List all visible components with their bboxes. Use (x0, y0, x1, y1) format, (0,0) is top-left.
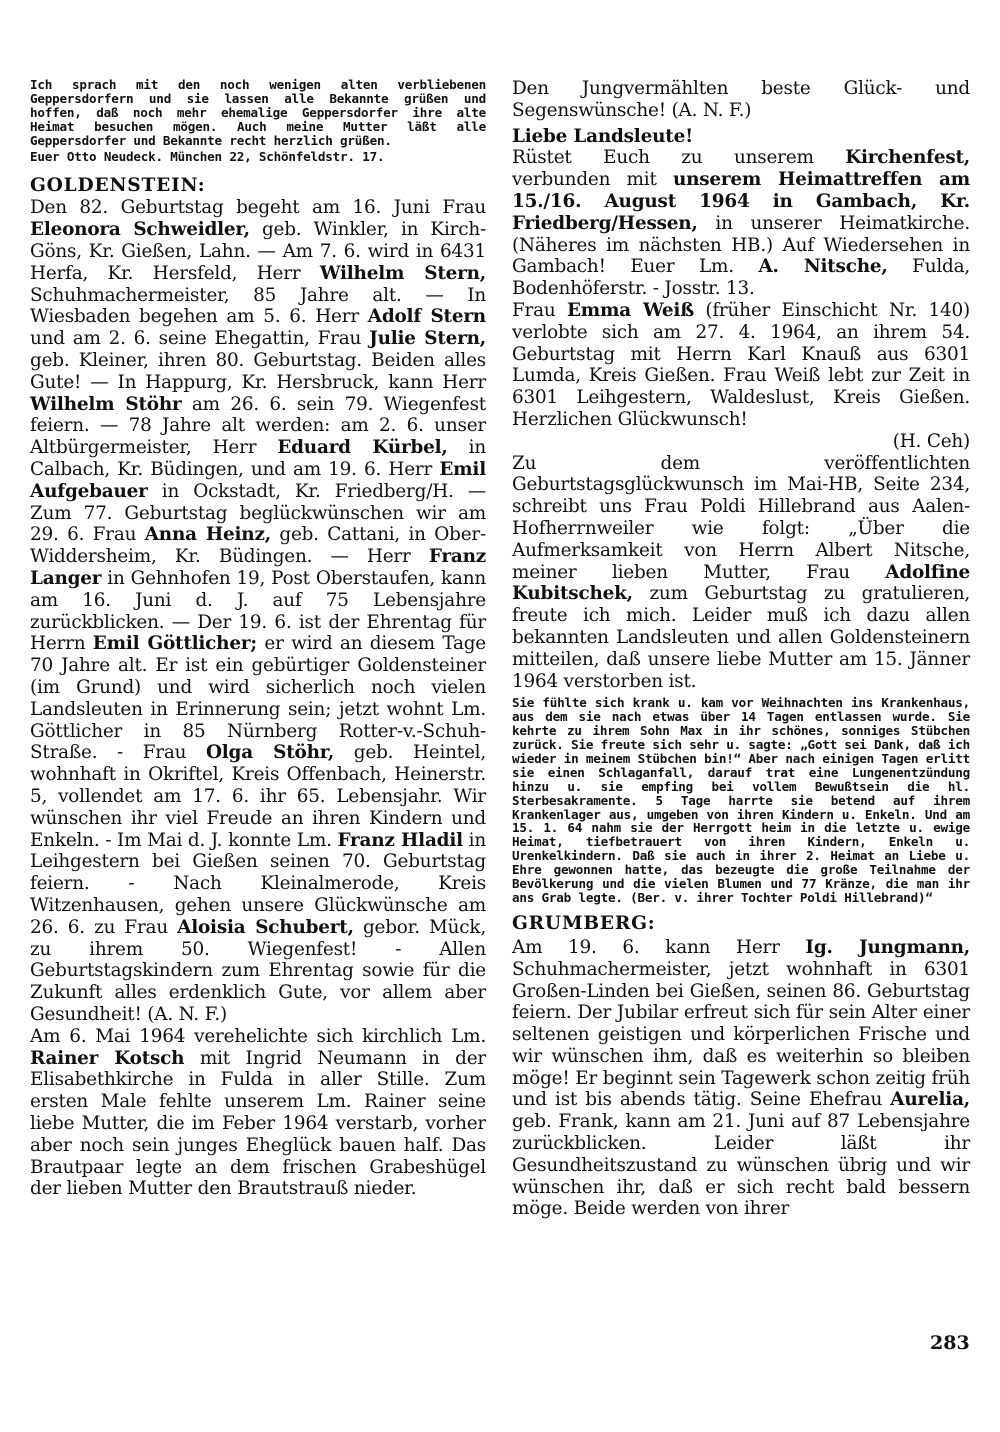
intro-paragraph: Ich sprach mit den noch wenigen alten verbliebenen Geppersdorfern und sie lassen alle Bekannte grüßen und hoffen, daß noch mehr ehemalige Geppersdorfer ihre alte Heimat besuchen mögen. Auch meine Mutter läßt alle Geppersdorfer und Bekannte recht herzlich grüßen. (30, 77, 486, 148)
person-name: Rainer Kotsch (30, 1047, 185, 1069)
person-name: Wilhelm Stöhr (30, 393, 182, 415)
weiss-paragraph: Frau Emma Weiß (früher Einschicht Nr. 140) verlobte sich am 27. 4. 1964, an ihrem 54. Geburtstag mit Herrn Karl Knauß aus 6301 Lumda, Kreis Gießen. Frau Weiß lebt zur Zeit in 6301 Leihgestern, Waldeslust, Kreis Gießen. Herzlichen Glückwunsch! (512, 299, 970, 430)
person-name: Franz Langer (30, 546, 486, 589)
intro-signature: Euer Otto Neudeck. München 22, Schönfeldstr. 17. (30, 148, 385, 164)
grumberg-paragraph: Am 19. 6. kann Herr Ig. Jungmann, Schuhmachermeister, jetzt wohnhaft in 6301 Großen-Linden bei Gießen, seinen 86. Geburtstag feiern. Der Jubilar erfreut sich für sein Alter einer seltenen geistigen und körperlichen Frische und wir wünschen ihm, daß es weiterhin so bleiben möge! Er beginnt sein Tagewerk schon zeitig früh und ist bis abends tätig. Seine Ehefrau Aurelia, geb. Frank, kann am 21. Juni auf 87 Lebensjahre zurückblicken. Leider läßt ihr Gesundheitszustand zu wünschen übrig und wir wünschen ihr, daß er sich recht bald bessern möge. Beide werden von ihrer (512, 936, 970, 1220)
person-name: Anna Heinz, (144, 524, 271, 546)
person-name: Eduard Kürbel, (277, 437, 448, 459)
person-name: Eleonora Schweidler, (30, 219, 250, 241)
person-name: Wilhelm Stern, (319, 262, 486, 284)
weiss-signature: (H. Ceh) (892, 430, 970, 452)
section-heading-goldenstein: GOLDENSTEIN: (30, 175, 206, 197)
person-name: Aurelia, (890, 1089, 970, 1111)
person-name: Adolf Stern (367, 306, 486, 328)
kotsch-paragraph: Am 6. Mai 1964 verehelichte sich kirchlich Lm. Rainer Kotsch mit Ingrid Neumann in der Elisabethkirche in Fulda in aller Stille. Zum ersten Male fehlte unserem Lm. Rainer seine liebe Mutter, die im Feber 1964 verstarb, vorher aber noch sein junges Eheglück bauen half. Das Brautpaar legte an dem frischen Grabeshügel der lieben Mutter den Brautstrauß nieder. (30, 1025, 487, 1200)
goldenstein-paragraph: Den 82. Geburtstag begeht am 16. Juni Frau Eleonora Schweidler, geb. Winkler, in Kirch-Göns, Kr. Gießen, Lahn. — Am 7. 6. wird in 6431 Herfa, Kr. Hersfeld, Herr Wilhelm Stern, Schuhmachermeister, 85 Jahre alt. — In Wiesbaden begehen am 5. 6. Herr Adolf Stern und am 2. 6. seine Ehegattin, Frau Julie Stern, geb. Kleiner, ihren 80. Geburtstag. Beiden alles Gute! — In Happurg, Kr. Hersbruck, kann Herr Wilhelm Stöhr am 26. 6. sein 79. Wiegenfest feiern. — 78 Jahre alt werden: am 2. 6. unser Altbürgermeister, Herr Eduard Kürbel, in Calbach, Kr. Büdingen, und am 19. 6. Herr Emil Aufgebauer in Ockstadt, Kr. Friedberg/H. — Zum 77. Geburtstag beglückwünschen wir am 29. 6. Frau Anna Heinz, geb. Cattani, in Ober-Widdersheim, Kr. Büdingen. — Herr Franz Langer in Gehnhofen 19, Post Oberstaufen, kann am 16. Juni d. J. auf 75 Lebensjahre zurückblicken. — Der 19. 6. ist der Ehrentag für Herrn Emil Göttlicher; er wird an diesem Tage 70 Jahre alt. Er ist ein gebürtiger Goldensteiner (im Grund) und wird sicherlich noch vielen Landsleuten in Erinnerung sein; jetzt wohnt Lm. Göttlicher in 85 Nürnberg Rotter-v.-Schuh-Straße. - Frau Olga Stöhr, geb. Heintel, wohnhaft in Okriftel, Kreis Offenbach, Heinerstr. 5, vollendet am 17. 6. ihr 65. Lebensjahr. Wir wünschen ihr viel Freude an ihren Kindern und Enkeln. - Im Mai d. J. konnte Lm. Franz Hladil in Leihgestern bei Gießen seinen 70. Geburtstag feiern. - Nach Kleinalmerode, Kreis Witzenhausen, gehen unsere Glückwünsche am 26. 6. zu Frau Aloisia Schubert, gebor. Mück, zu ihrem 50. Wiegenfest! - Allen Geburtstagskindern zum Ehrentag sowie für die Zukunft alles erdenklich Gute, vor allem aber Gesundheit! (A. N. F.) (30, 197, 487, 1025)
person-name: Aloisia Schubert, (177, 916, 354, 938)
person-name: Emma Weiß (566, 299, 694, 321)
event-name: Kirchenfest, (845, 147, 970, 169)
person-name: Emil Aufgebauer (30, 459, 486, 502)
wishes-paragraph: Den Jungvermählten beste Glück- und Segenswünsche! (A. N. F.) (512, 78, 970, 121)
kirchenfest-paragraph: Rüstet Euch zu unserem Kirchenfest, verbunden mit unserem Heimattreffen am 15./16. August 1964 in Gambach, Kr. Friedberg/Hessen, in unserer Heimatkirche. (Näheres im nächsten HB.) Auf Wiedersehen in Gambach! Euer Lm. A. Nitsche, Fulda, Bodenhöferstr. - Josstr. 13. (512, 147, 970, 300)
person-name: A. Nitsche, (758, 256, 888, 278)
right-column (512, 78, 970, 1220)
person-name: Olga Stöhr, (205, 742, 335, 764)
kubitschek-report: Sie fühlte sich krank u. kam vor Weihnachten ins Krankenhaus, aus dem sie nach etwas über 14 Tagen entlassen wurde. Sie kehrte zu ihrem Sohn Max in ihr schönes, sonniges Stübchen zurück. Sie freute sich sehr u. sagte: „Gott sei Dank, daß ich wieder in meinem Stübchen bin!“ Aber nach einigen Tagen erlitt sie einen Schlaganfall, darauf trat eine Lungenentzündung hinzu u. sie empfing bei vollem Bewußtsein die hl. Sterbesakramente. 5 Tage harrte sie betend auf ihrem Krankenlager aus, umgeben von ihren Kindern u. Enkeln. Und am 15. 1. 64 nahm sie der Herrgott heim in die letzte u. ewige Heimat, tiefbetrauert von ihren Kindern, Enkeln u. Urenkelkindern. Daß sie auch in ihrer 2. Heimat an Liebe u. Ehre gewonnen hatte, das bezeugte die große Teilnahme der Bevölkerung und die vielen Blumen und 77 Kränze, die man ihr ans Grab legte. (Ber. v. ihrer Tochter Poldi Hillebrand)“ (512, 695, 970, 905)
person-name: Julie Stern, (369, 328, 486, 350)
person-name: Adolfine Kubitschek, (512, 561, 970, 605)
left-column (30, 78, 486, 1200)
person-name: Ig. Jungmann, (805, 936, 970, 958)
section-heading-grumberg: GRUMBERG: (512, 912, 656, 934)
person-name: Emil Göttlicher; (92, 633, 257, 655)
person-name: Franz Hladil (337, 829, 463, 851)
page-number: 283 (930, 1332, 970, 1354)
kubitschek-paragraph: Zu dem veröffentlichten Geburtstagsglückwunsch im Mai-HB, Seite 234, schreibt uns Frau Poldi Hillebrand aus Aalen-Hofherrnweiler wie folgt: „Über die Aufmerksamkeit von Herrn Albert Nitsche, meiner lieben Mutter, Frau Adolfine Kubitschek, zum Geburtstag zu gratulieren, freute ich mich. Leider muß ich dazu allen bekannten Landsleuten und allen Goldensteinern mitteilen, daß unsere liebe Mutter am 15. Jänner 1964 verstorben ist. (512, 452, 970, 692)
event-details: unserem Heimattreffen am 15./16. August 1964 in Gambach, Kr. Friedberg/Hessen, (512, 169, 970, 234)
landsleute-heading: Liebe Landsleute! (512, 125, 693, 147)
